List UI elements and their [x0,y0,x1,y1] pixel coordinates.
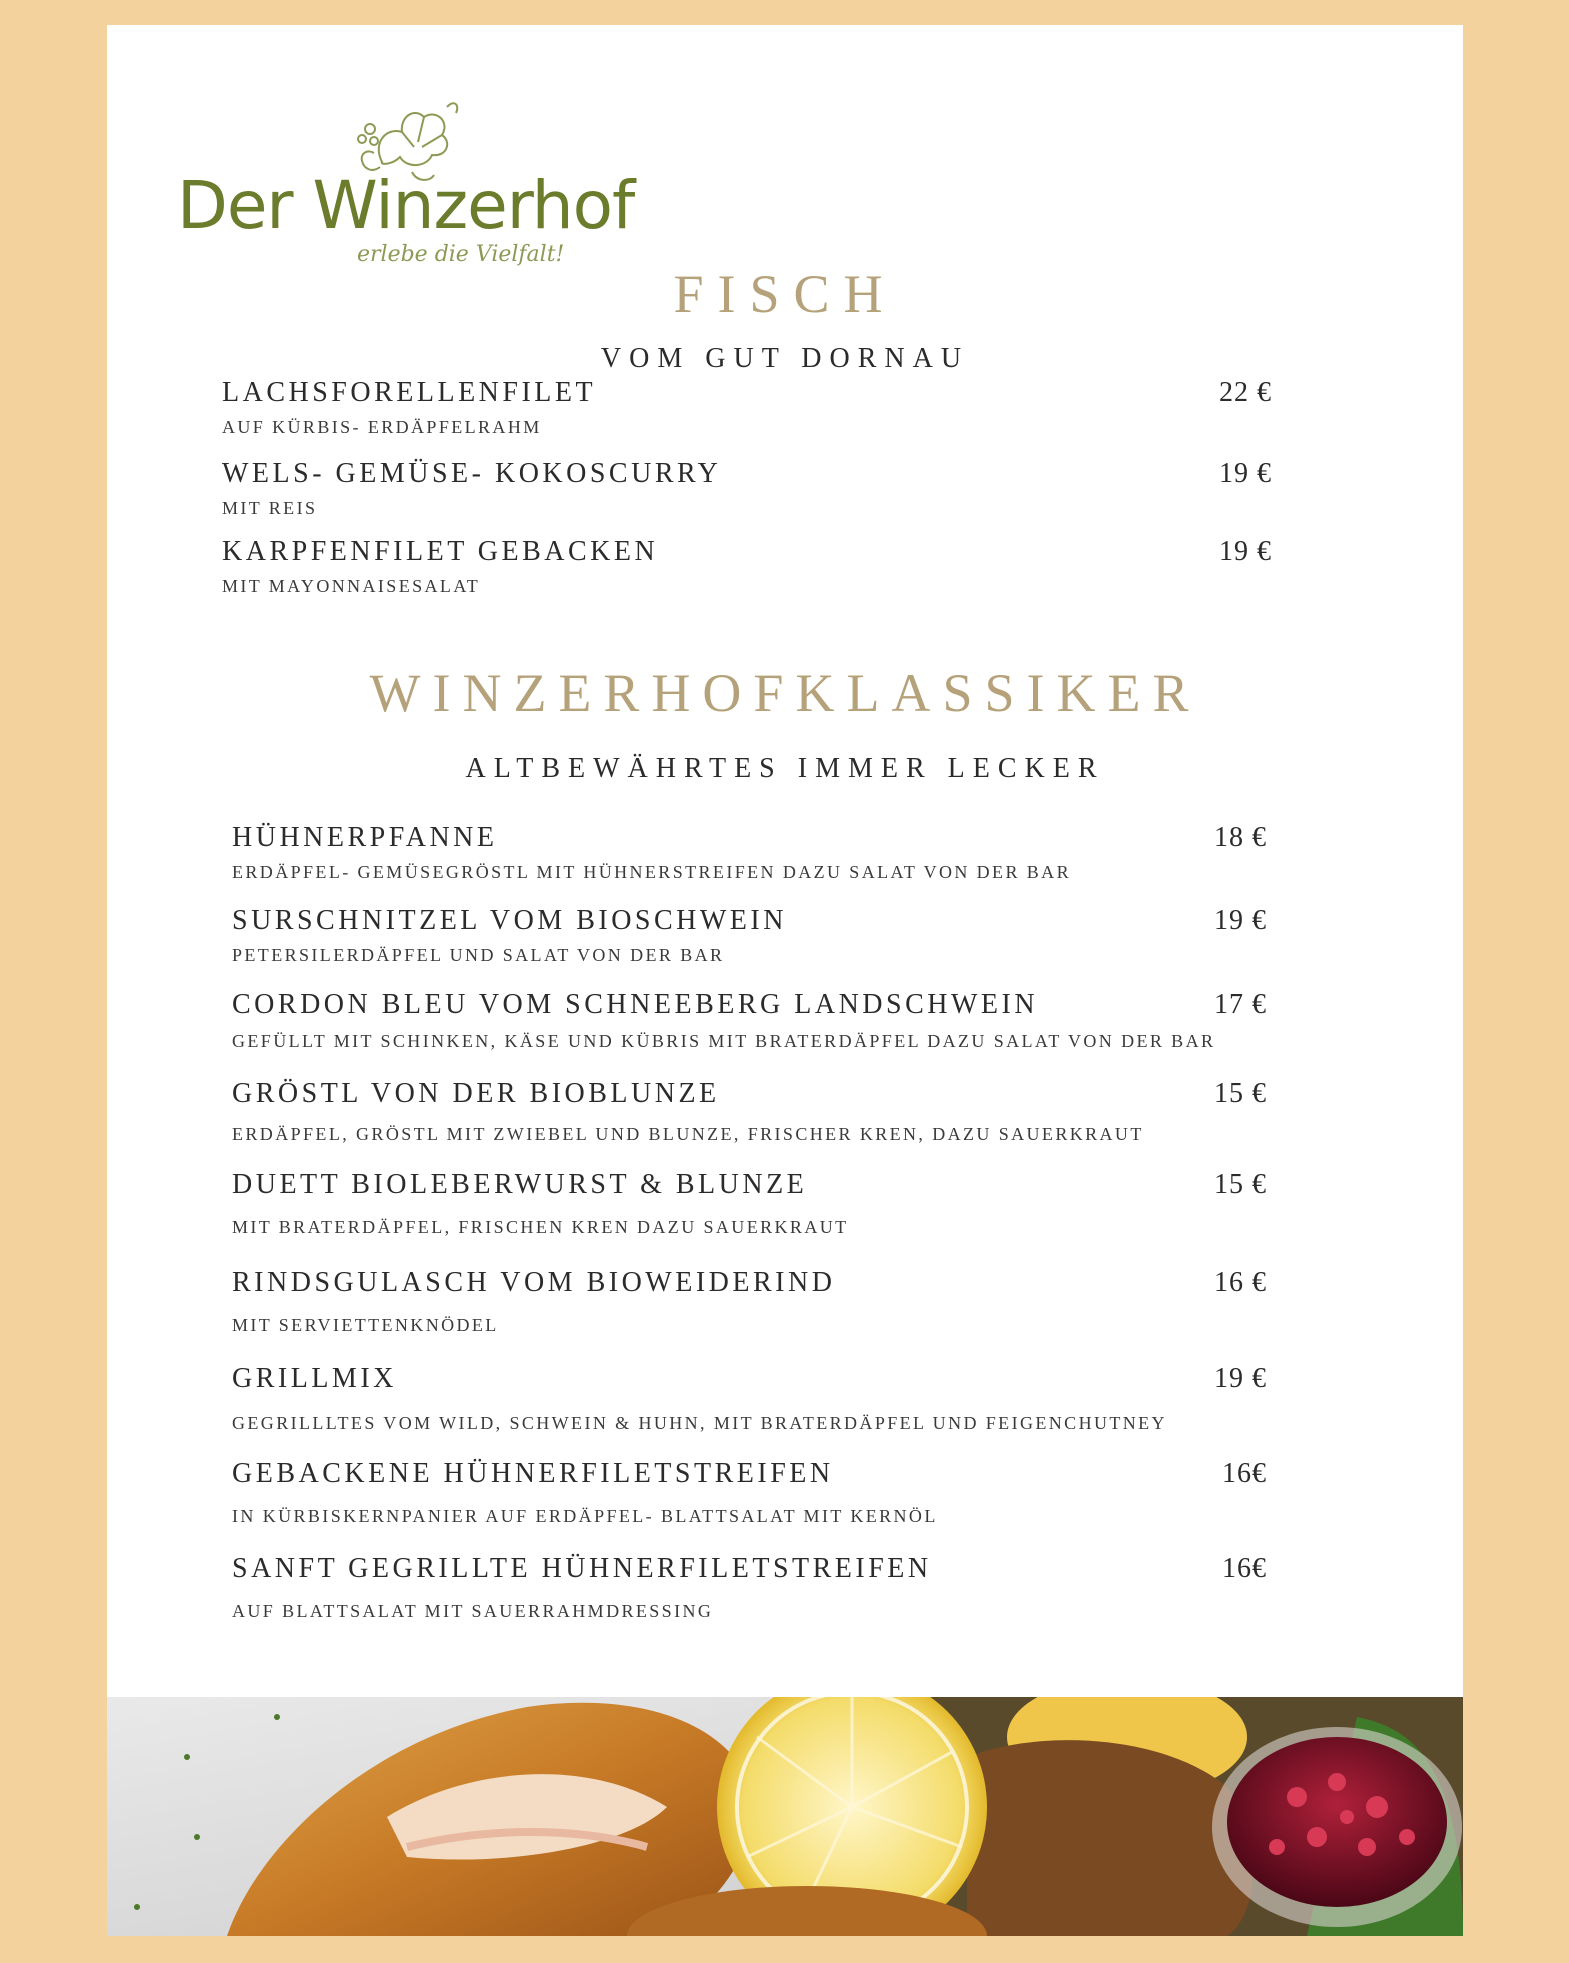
logo-wordmark: Der Winzerhof [177,167,635,244]
menu-item-name: LACHSFORELLENFILET [222,377,597,408]
menu-item [107,905,1463,965]
menu-item [107,377,1463,437]
menu-item-price: 19 € [1219,458,1272,489]
section-title-fisch: FISCH [673,264,897,324]
menu-item-description: AUF KÜRBIS- ERDÄPFELRAHM [222,417,542,437]
menu-item-name: GEBACKENE HÜHNERFILETSTREIFEN [232,1458,834,1489]
menu-item-name: WELS- GEMÜSE- KOKOSCURRY [222,458,722,489]
logo-tagline: erlebe die Vielfalt! [357,242,565,267]
menu-item-description: MIT REIS [222,498,318,518]
menu-item [107,1458,1463,1526]
menu-item-name: SURSCHNITZEL VOM BIOSCHWEIN [232,905,787,936]
menu-item [107,822,1463,882]
menu-item-name: GRILLMIX [232,1363,397,1394]
menu-item-description: MIT BRATERDÄPFEL, FRISCHEN KREN DAZU SAUERKRAUT [232,1217,849,1237]
menu-item-price: 19 € [1219,536,1272,567]
menu-item-price: 17 € [1214,989,1267,1020]
menu-item-price: 16€ [1222,1458,1267,1489]
menu-item-description: MIT MAYONNAISESALAT [222,576,481,596]
menu-item-price: 18 € [1214,822,1267,853]
menu-item-description: GEGRILLLTES VOM WILD, SCHWEIN & HUHN, MIT BRATERDÄPFEL UND FEIGENCHUTNEY [232,1413,1167,1433]
menu-item [107,1553,1463,1621]
menu-item-price: 16 € [1214,1267,1267,1298]
menu-item-name: SANFT GEGRILLTE HÜHNERFILETSTREIFEN [232,1553,932,1584]
menu-item [107,1169,1463,1237]
menu-item [107,458,1463,518]
menu-item-description: PETERSILERDÄPFEL UND SALAT VON DER BAR [232,945,725,965]
menu-item-description: ERDÄPFEL- GEMÜSEGRÖSTL MIT HÜHNERSTREIFEN DAZU SALAT VON DER BAR [232,862,1071,882]
menu-item-description: IN KÜRBISKERNPANIER AUF ERDÄPFEL- BLATTSALAT MIT KERNÖL [232,1506,938,1526]
menu-item-price: 19 € [1214,905,1267,936]
section-title-klassiker: WINZERHOFKLASSIKER [369,663,1201,723]
section-subtitle-klassiker: ALTBEWÄHRTES IMMER LECKER [465,753,1105,784]
menu-item-price: 15 € [1214,1169,1267,1200]
menu-item-price: 16€ [1222,1553,1267,1584]
menu-item-name: KARPFENFILET GEBACKEN [222,536,659,567]
menu-item-description: GEFÜLLT MIT SCHINKEN, KÄSE UND KÜBRIS MIT BRATERDÄPFEL DAZU SALAT VON DER BAR [232,1031,1216,1051]
restaurant-logo [177,87,635,267]
menu-item [107,1078,1463,1144]
menu-item-name: GRÖSTL VON DER BIOBLUNZE [232,1078,720,1109]
menu-item-name: HÜHNERPFANNE [232,822,498,853]
menu-item-price: 19 € [1214,1363,1267,1394]
menu-item [107,989,1463,1049]
food-photo [107,1697,1463,1936]
menu-item [107,1363,1463,1433]
menu-item-description: MIT SERVIETTENKNÖDEL [232,1315,499,1335]
menu-item [107,536,1463,596]
menu-item-name: DUETT BIOLEBERWURST & BLUNZE [232,1169,808,1200]
section-subtitle-fisch: VOM GUT DORNAU [600,343,970,374]
menu-item-description: AUF BLATTSALAT MIT SAUERRAHMDRESSING [232,1601,714,1621]
menu-item-description: ERDÄPFEL, GRÖSTL MIT ZWIEBEL UND BLUNZE, FRISCHER KREN, DAZU SAUERKRAUT [232,1124,1144,1144]
menu-item-name: RINDSGULASCH VOM BIOWEIDERIND [232,1267,836,1298]
menu-item [107,1267,1463,1335]
menu-page [107,25,1463,1936]
menu-item-price: 22 € [1219,377,1272,408]
menu-item-price: 15 € [1214,1078,1267,1109]
menu-item-name: CORDON BLEU VOM SCHNEEBERG LANDSCHWEIN [232,989,1039,1020]
